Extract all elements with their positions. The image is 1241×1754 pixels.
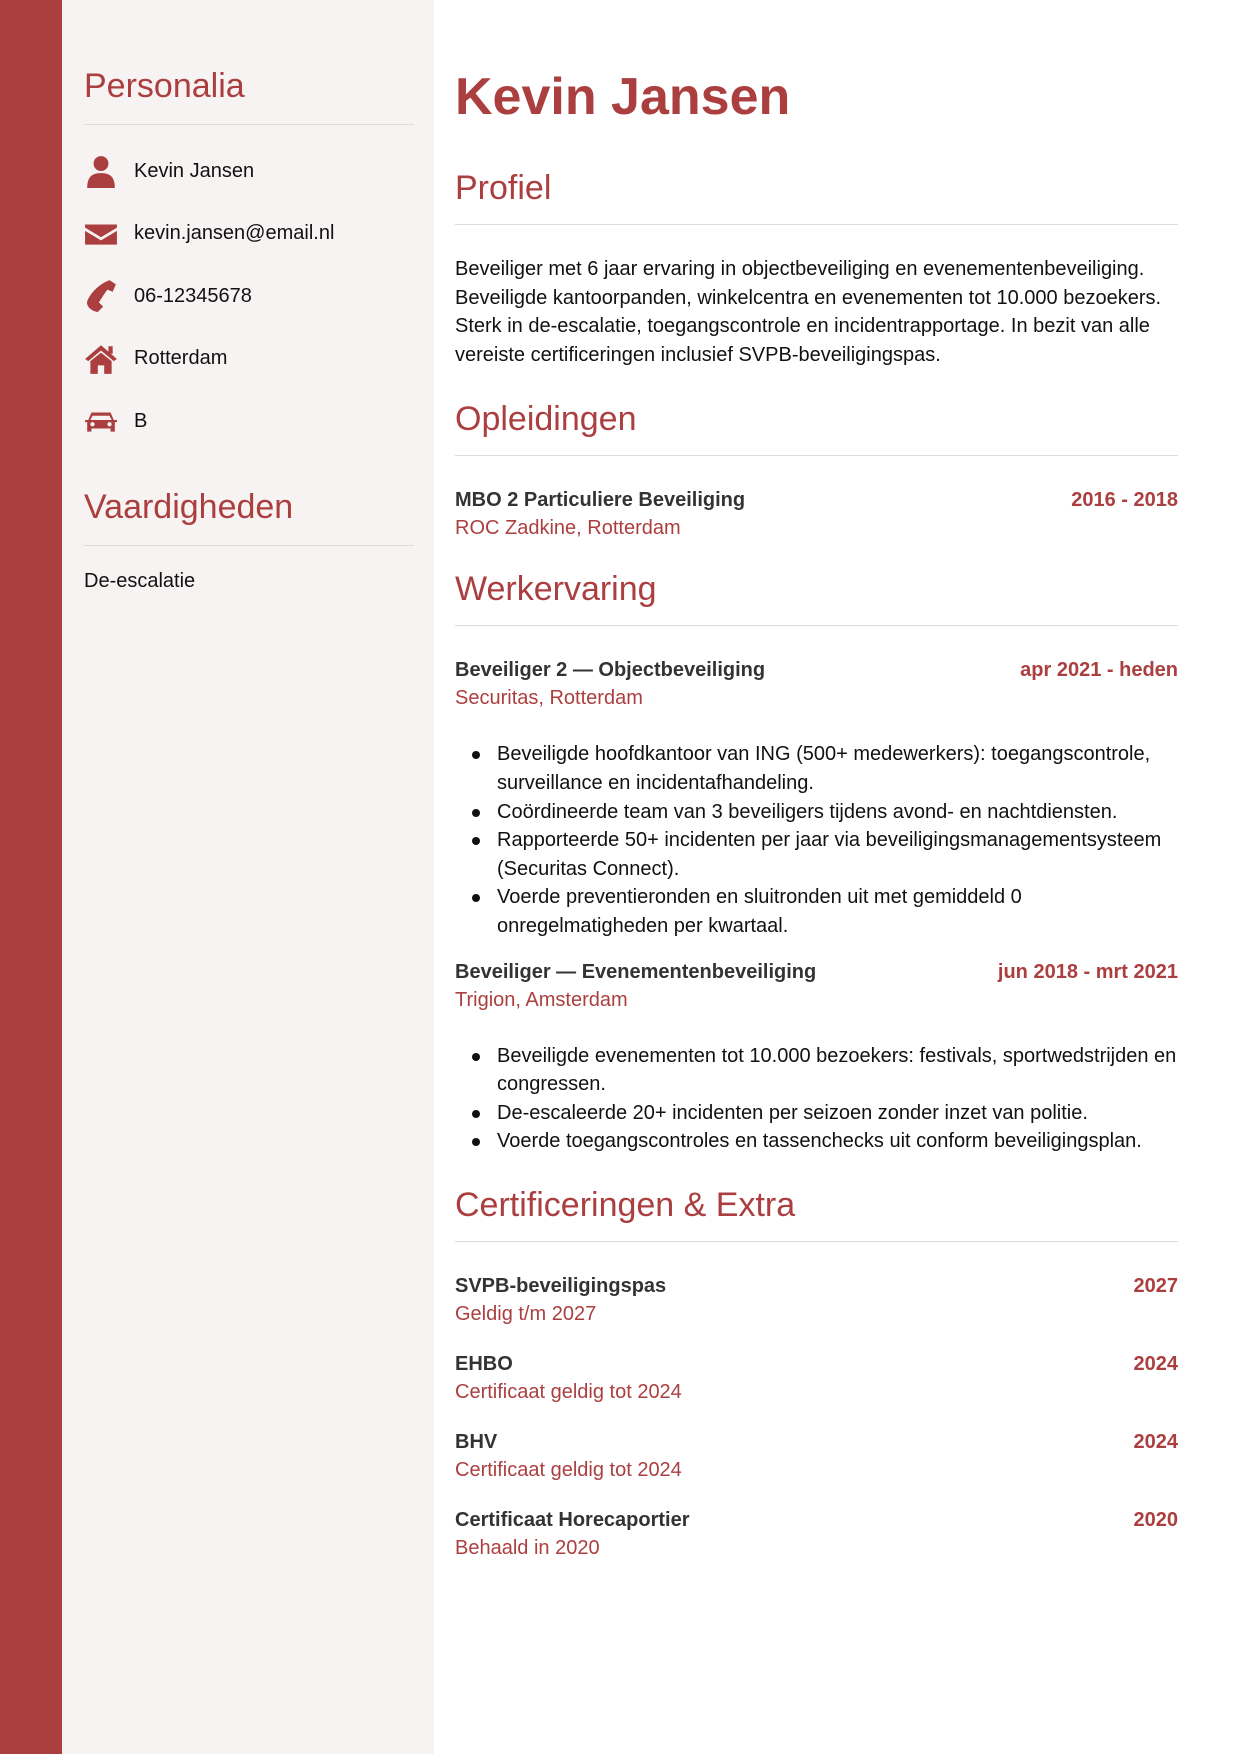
entry-header <box>455 486 1178 514</box>
sidebar-content <box>84 62 414 593</box>
envelope-icon <box>84 217 118 251</box>
candidate-name: Kevin Jansen <box>455 68 791 126</box>
contact-license-text: B <box>134 409 148 432</box>
entry-date: 2016 - 2018 <box>1071 489 1178 512</box>
entry-title: BHV <box>455 1430 498 1453</box>
entry-detail: Certificaat geldig tot 2024 <box>455 1458 682 1481</box>
entry-date: 2024 <box>1133 1352 1178 1375</box>
entry-header <box>455 656 1178 684</box>
home-icon <box>84 342 118 376</box>
car-icon <box>84 404 118 438</box>
certifications-heading: Certificeringen & Extra <box>455 1185 796 1224</box>
contact-name <box>84 149 414 193</box>
contact-location <box>84 337 414 381</box>
phone-icon <box>84 279 118 313</box>
entry-detail: Behaald in 2020 <box>455 1536 600 1559</box>
bullet-item: Rapporteerde 50+ incidenten per jaar via beveiligingsmanagementsysteem (Securitas Connect). <box>455 826 1178 883</box>
bullet-item: Beveiligde evenementen tot 10.000 bezoekers: festivals, sportwedstrijden en congressen. <box>455 1042 1178 1099</box>
education-entry <box>455 486 1178 542</box>
bullet-item: Voerde preventieronden en sluitronden uit met gemiddeld 0 onregelmatigheden per kwartaal. <box>455 883 1178 940</box>
entry-title: EHBO <box>455 1352 513 1375</box>
entry-title: MBO 2 Particuliere Beveiliging <box>455 489 746 512</box>
experience-heading: Werkervaring <box>455 570 657 609</box>
experience-section <box>455 567 1178 1156</box>
bullet-item: De-escaleerde 20+ incidenten per seizoen zonder inzet van politie. <box>455 1099 1178 1128</box>
personalia-heading: Personalia <box>84 67 245 105</box>
entry-detail: Geldig t/m 2027 <box>455 1302 597 1325</box>
entry-date: 2020 <box>1133 1508 1178 1531</box>
education-heading: Opleidingen <box>455 400 637 439</box>
entry-header <box>455 958 1178 986</box>
accent-bar <box>0 0 62 1754</box>
entry-detail: Certificaat geldig tot 2024 <box>455 1380 682 1403</box>
certification-entry <box>455 1272 1178 1328</box>
entry-employer: Trigion, Amsterdam <box>455 988 628 1011</box>
main-content <box>455 62 1178 1562</box>
contact-phone <box>84 274 414 318</box>
contact-phone-text[interactable]: 06-12345678 <box>134 284 252 307</box>
person-icon <box>84 154 118 188</box>
entry-title: SVPB-beveiligingspas <box>455 1274 667 1297</box>
entry-date: apr 2021 - heden <box>1020 659 1178 682</box>
certification-entry <box>455 1428 1178 1484</box>
entry-header <box>455 1272 1178 1300</box>
entry-date: 2027 <box>1133 1274 1178 1297</box>
divider <box>455 224 1178 225</box>
bullet-item: Coördineerde team van 3 beveiligers tijdens avond- en nachtdiensten. <box>455 798 1178 827</box>
skills-heading: Vaardigheden <box>84 488 294 526</box>
contact-email <box>84 212 414 256</box>
bullet-item: Voerde toegangscontroles en tassenchecks uit conform beveiligingsplan. <box>455 1127 1178 1156</box>
certifications-section <box>455 1183 1178 1562</box>
divider <box>455 1241 1178 1242</box>
bullet-item: Beveiligde hoofdkantoor van ING (500+ medewerkers): toegangscontrole, surveillance en incidentafhandeling. <box>455 740 1178 797</box>
contact-email-text[interactable]: kevin.jansen@email.nl <box>134 222 335 244</box>
profile-section <box>455 166 1178 369</box>
divider <box>84 545 414 546</box>
contact-name-text: Kevin Jansen <box>134 159 255 182</box>
contact-license <box>84 399 414 443</box>
entry-title: Certificaat Horecaportier <box>455 1508 690 1531</box>
entry-header <box>455 1428 1178 1456</box>
entry-institution: ROC Zadkine, Rotterdam <box>455 517 681 540</box>
divider <box>455 455 1178 456</box>
experience-entry <box>455 656 1178 940</box>
profile-heading: Profiel <box>455 169 552 207</box>
skill-item: De-escalatie <box>84 570 196 592</box>
experience-entry <box>455 958 1178 1156</box>
contact-location-text: Rotterdam <box>134 347 228 369</box>
entry-title: Beveiliger 2 — Objectbeveiliging <box>455 659 766 682</box>
entry-header <box>455 1506 1178 1534</box>
divider <box>84 124 414 125</box>
entry-title: Beveiliger — Evenementenbeveiliging <box>455 960 817 983</box>
profile-text: Beveiliger met 6 jaar ervaring in objectbeveiliging en evenementenbeveiliging. Beveiligde kantoorpanden, winkelcentra en evenementen tot 10.000 bezoekers. Sterk in de-escalatie, toegangscontrole en incidentrapportage. In bezit van alle vereiste certificeringen inclusief SVPB-beveiligingspas. <box>455 258 1162 366</box>
contact-list <box>84 149 414 443</box>
sidebar <box>62 0 434 1754</box>
bullet-list <box>455 1042 1178 1156</box>
certification-entry <box>455 1350 1178 1406</box>
bullet-list <box>455 740 1178 940</box>
education-section <box>455 397 1178 542</box>
certification-entry <box>455 1506 1178 1562</box>
entry-employer: Securitas, Rotterdam <box>455 687 643 710</box>
entry-date: jun 2018 - mrt 2021 <box>997 960 1178 983</box>
entry-date: 2024 <box>1133 1430 1178 1453</box>
divider <box>455 625 1178 626</box>
entry-header <box>455 1350 1178 1378</box>
